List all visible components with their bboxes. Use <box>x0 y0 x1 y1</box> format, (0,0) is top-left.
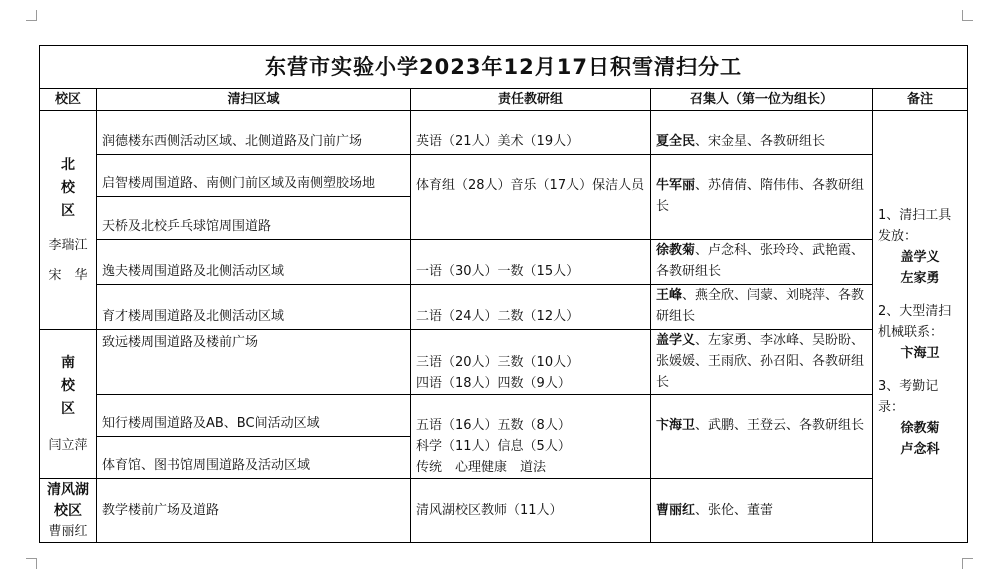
group-line: 五语（16人）五数（8人） <box>416 418 571 433</box>
area-cell: 润德楼东西侧活动区域、北侧道路及门前广场 <box>97 111 411 155</box>
header-group: 责任教研组 <box>411 89 651 111</box>
area-cell: 启智楼周围道路、南侧门前区域及南侧塑胶场地 <box>97 155 411 197</box>
area-cell: 体育馆、图书馆周围道路及活动区域 <box>97 437 411 479</box>
header-convener: 召集人（第一位为组长） <box>651 89 873 111</box>
convener-cell <box>651 240 873 285</box>
table-row <box>40 155 968 197</box>
group-cell <box>411 330 651 395</box>
convener-members: 、宋金星、各教研组长 <box>695 134 826 149</box>
campus-south <box>40 330 97 479</box>
campus-name: 校 <box>61 179 75 196</box>
campus-lead: 闫立萍 <box>48 437 88 453</box>
campus-name: 区 <box>61 400 75 417</box>
campus-name: 校 <box>61 377 75 394</box>
campus-name: 清风湖 <box>47 481 89 498</box>
campus-name: 南 <box>61 354 75 371</box>
group-cell: 英语（21人）美术（19人） <box>411 111 651 155</box>
header-notes: 备注 <box>873 89 968 111</box>
convener-cell <box>651 479 873 543</box>
convener-cell <box>651 395 873 479</box>
campus-lead: 宋 华 <box>48 267 88 283</box>
campus-name: 校区 <box>54 502 82 519</box>
note-person: 卢念科 <box>900 442 940 457</box>
header-row <box>40 89 968 111</box>
group-cell <box>411 395 651 479</box>
crop-mark-bottom-right <box>962 558 973 569</box>
page-title: 东营市实验小学2023年12月17日积雪清扫分工 <box>40 46 968 89</box>
area-cell: 知行楼周围道路及AB、BC间活动区域 <box>97 395 411 437</box>
campus-lake <box>40 479 97 543</box>
header-area: 清扫区域 <box>97 89 411 111</box>
table-row <box>40 111 968 155</box>
note-person: 徐教菊 <box>900 421 940 436</box>
table-row <box>40 285 968 330</box>
area-cell: 育才楼周围道路及北侧活动区域 <box>97 285 411 330</box>
area-cell: 逸夫楼周围道路及北侧活动区域 <box>97 240 411 285</box>
table-row <box>40 395 968 437</box>
notes-cell <box>873 111 968 543</box>
table-row <box>40 240 968 285</box>
campus-name: 北 <box>61 156 75 173</box>
group-cell: 一语（30人）一数（15人） <box>411 240 651 285</box>
group-line: 三语（20人）三数（10人） <box>416 355 580 370</box>
convener-members: 、苏倩倩、隋伟伟、各教研组长 <box>656 178 865 214</box>
convener-leader: 盖学义 <box>656 333 696 348</box>
area-cell: 天桥及北校乒乓球馆周围道路 <box>97 197 411 240</box>
convener-leader: 夏全民 <box>656 134 696 149</box>
convener-leader: 曹丽红 <box>656 503 696 518</box>
note-person: 卞海卫 <box>900 346 940 361</box>
campus-north <box>40 111 97 330</box>
convener-cell <box>651 155 873 240</box>
area-cell: 教学楼前广场及道路 <box>97 479 411 543</box>
group-line: 科学（11人）信息（5人） <box>416 439 571 454</box>
group-line: 传统 心理健康 道法 <box>416 460 547 475</box>
snow-duty-table <box>39 45 968 543</box>
convener-cell <box>651 330 873 395</box>
note-attendance: 3、考勤记录： <box>878 379 939 415</box>
convener-leader: 卞海卫 <box>656 418 696 433</box>
convener-cell <box>651 111 873 155</box>
note-person: 左家勇 <box>900 271 940 286</box>
area-cell: 致远楼周围道路及楼前广场 <box>97 330 411 395</box>
convener-leader: 牛军丽 <box>656 178 696 193</box>
convener-members: 、武鹏、王登云、各教研组长 <box>695 418 865 433</box>
note-person: 盖学义 <box>900 250 940 265</box>
note-machinery: 2、大型清扫机械联系： <box>878 304 952 340</box>
crop-mark-top-left <box>26 10 37 21</box>
convener-leader: 王峰 <box>656 288 683 303</box>
crop-mark-bottom-left <box>26 558 37 569</box>
convener-members: 、燕全欣、闫蒙、刘晓萍、各教研组长 <box>656 288 865 324</box>
group-line: 四语（18人）四数（9人） <box>416 376 571 391</box>
header-campus: 校区 <box>40 89 97 111</box>
convener-cell <box>651 285 873 330</box>
convener-members: 、卢念科、张玲玲、武艳霞、各教研组长 <box>656 243 865 279</box>
group-cell: 体育组（28人）音乐（17人）保洁人员 <box>411 155 651 240</box>
group-cell: 二语（24人）二数（12人） <box>411 285 651 330</box>
convener-members: 、张伦、董蕾 <box>695 503 774 518</box>
campus-lead: 李瑞江 <box>48 237 88 253</box>
table-row <box>40 479 968 543</box>
convener-leader: 徐教菊 <box>656 243 696 258</box>
table-row <box>40 330 968 395</box>
campus-name: 区 <box>61 202 75 219</box>
note-tools: 1、清扫工具发放： <box>878 208 952 244</box>
campus-lead: 曹丽红 <box>48 523 88 539</box>
group-cell: 清风湖校区教师（11人） <box>411 479 651 543</box>
crop-mark-top-right <box>962 10 973 21</box>
convener-members: 、左家勇、李冰峰、吴盼盼、张媛媛、王雨欣、孙召阳、各教研组长 <box>656 333 865 390</box>
